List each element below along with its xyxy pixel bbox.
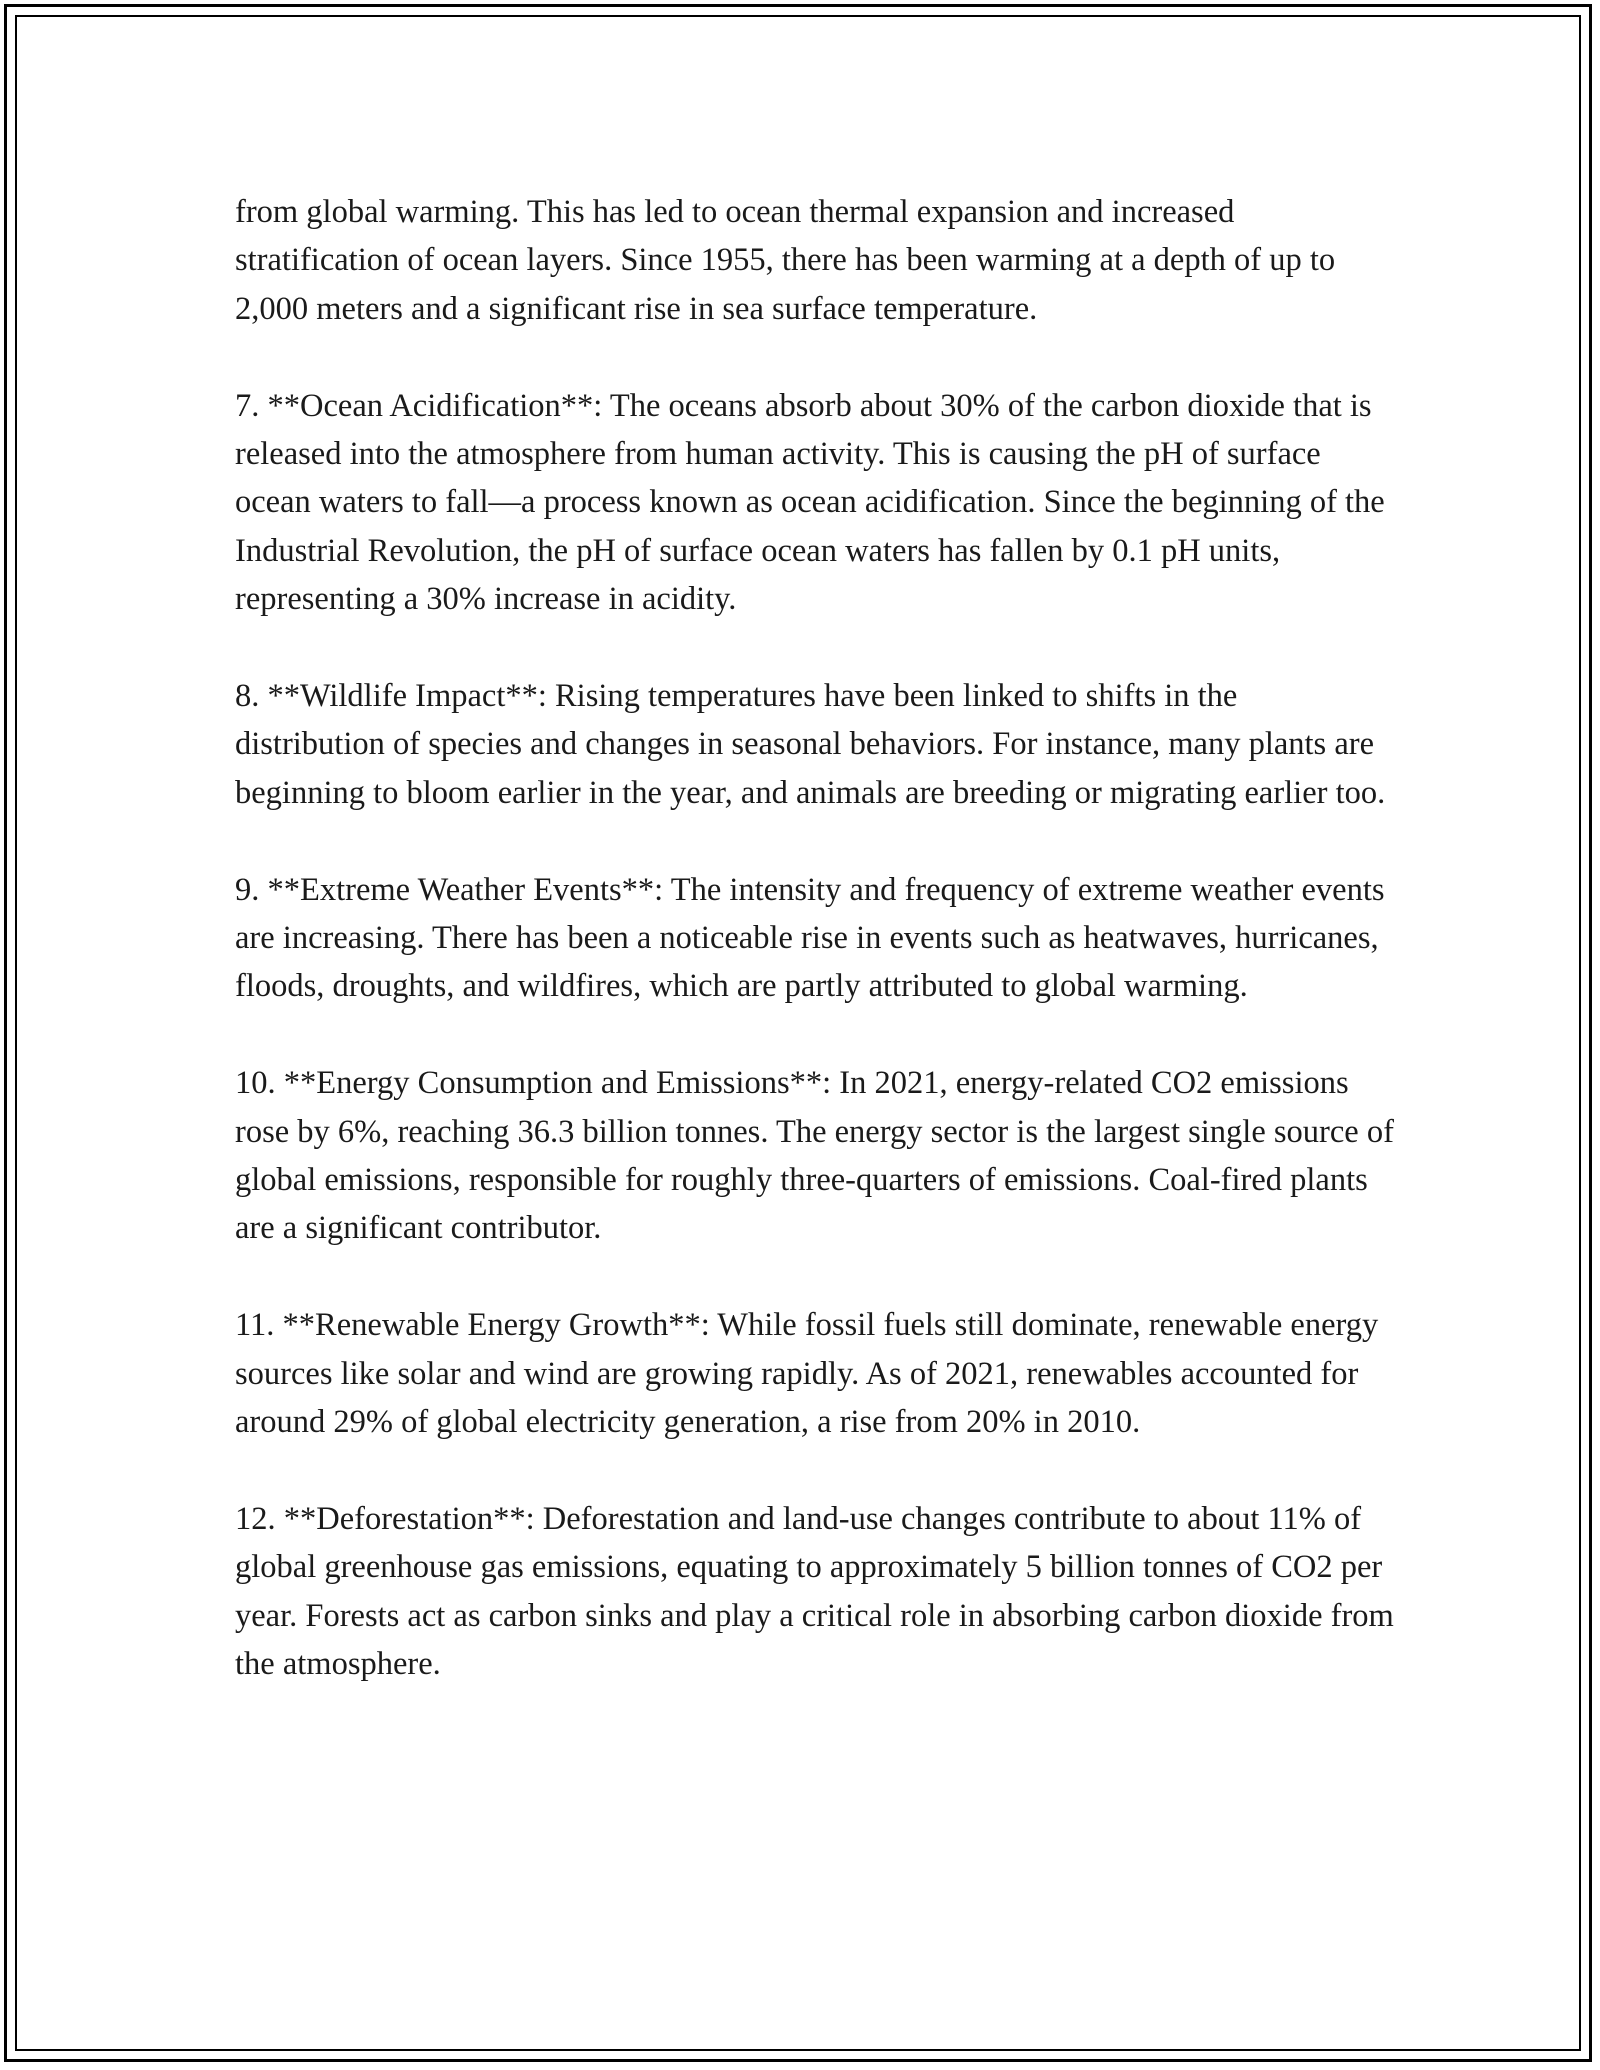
paragraph-wildlife-impact: 8. **Wildlife Impact**: Rising temperatures have been linked to shifts in the distribution of species and changes in seasonal behaviors. For instance, many plants are beginning to bloom earlier in the year, and animals are breeding or migrating earlier too.: [235, 678, 1386, 811]
document-body: [235, 188, 1395, 1737]
paragraph-extreme-weather-events: 9. **Extreme Weather Events**: The intensity and frequency of extreme weather events are increasing. There has been a noticeable rise in events such as heatwaves, hurricanes, floods, droughts, and wildfires, which are partly attributed to global warming.: [235, 871, 1385, 1005]
paragraph-renewable-energy-growth: 11. **Renewable Energy Growth**: While fossil fuels still dominate, renewable energy sources like solar and wind are growing rapidly. As of 2021, renewables accounted for around 29% of global electricity generation, a rise from 20% in 2010.: [235, 1307, 1379, 1441]
paragraph-deforestation: 12. **Deforestation**: Deforestation and land-use changes contribute to about 11% of global greenhouse gas emissions, equating to approximately 5 billion tonnes of CO2 per year. Forests act as carbon sinks and play a critical role in absorbing carbon dioxide from the atmosphere.: [235, 1500, 1394, 1683]
paragraph-ocean-acidification: 7. **Ocean Acidification**: The oceans absorb about 30% of the carbon dioxide that is released into the atmosphere from human activity. This is causing the pH of surface ocean waters to fall—a process known as ocean acidification. Since the beginning of the Industrial Revolution, the pH of surface ocean waters has fallen by 0.1 pH units, representing a 30% increase in acidity.: [235, 387, 1385, 618]
paragraph-ocean-warming-continued: from global warming. This has led to ocean thermal expansion and increased stratification of ocean layers. Since 1955, there has been warming at a depth of up to 2,000 meters and a significant rise in sea surface temperature.: [235, 194, 1336, 327]
paragraph-energy-consumption-emissions: 10. **Energy Consumption and Emissions**: In 2021, energy-related CO2 emissions rose by 6%, reaching 36.3 billion tonnes. The energy sector is the largest single source of global emissions, responsible for roughly three-quarters of emissions. Coal-fired plants are a significant contributor.: [235, 1065, 1394, 1247]
